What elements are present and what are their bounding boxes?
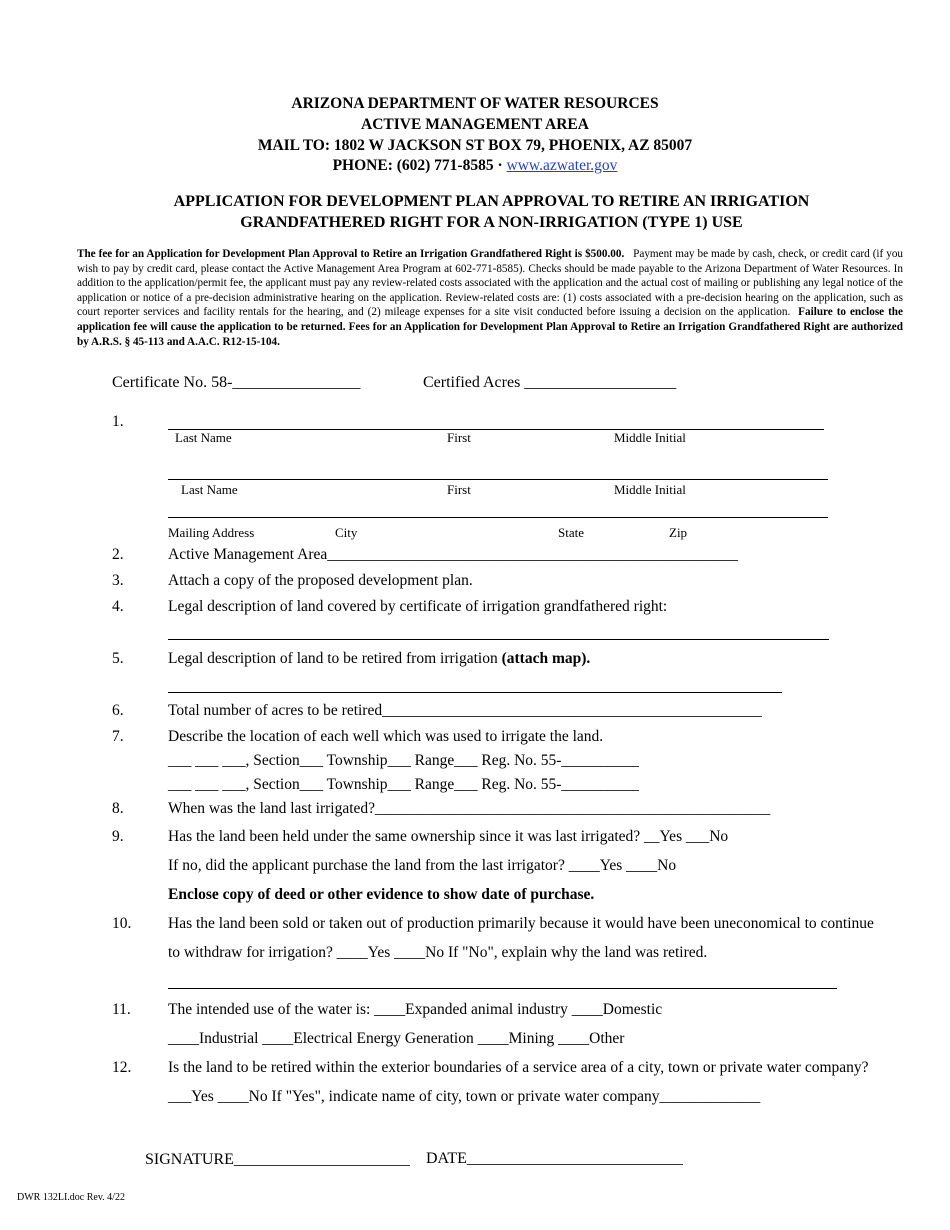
form-title-line-2: GRANDFATHERED RIGHT FOR A NON-IRRIGATION (TYPE 1) USE	[240, 214, 743, 231]
middle-initial-label-2: Middle Initial	[614, 482, 686, 497]
q7-well-1[interactable]: ___ ___ ___, Section___ Township___ Range___ Reg. No. 55-__________	[168, 752, 639, 769]
q7-well-2[interactable]: ___ ___ ___, Section___ Township___ Range___ Reg. No. 55-__________	[168, 776, 639, 793]
q7-number: 7.	[112, 728, 124, 745]
mailing-address-label: Mailing Address	[168, 525, 255, 540]
phone: PHONE: (602) 771-8585 ·	[332, 157, 507, 174]
fee-outro: Failure to enclose the application fee will cause the application to be returned. Fees for an Application for Development Plan Approval to Retire an Irrigation Grandfathered Right are authorized by A.R.S. § 45-113 and A.A.C. R12-15-104.	[77, 306, 903, 348]
q8-number: 8.	[112, 800, 124, 817]
q3-number: 3.	[112, 572, 124, 589]
q2-number: 2.	[112, 546, 124, 563]
q10-text: Has the land been sold or taken out of production primarily because it would have been uneconomical to continue	[168, 915, 874, 932]
q9-enclose-deed: Enclose copy of deed or other evidence to show date of purchase.	[168, 886, 595, 903]
date-field[interactable]: DATE___________________________	[426, 1150, 683, 1167]
agency-name: ARIZONA DEPARTMENT OF WATER RESOURCES	[291, 95, 659, 112]
state-label: State	[558, 525, 584, 540]
area-name: ACTIVE MANAGEMENT AREA	[361, 116, 589, 133]
q10-answer[interactable]: to withdraw for irrigation? ____Yes ____No If "No", explain why the land was retired.	[168, 944, 708, 961]
q12-text: Is the land to be retired within the exterior boundaries of a service area of a city, town or private water company?	[168, 1059, 869, 1076]
website-link[interactable]: www.azwater.gov	[506, 157, 618, 174]
q10-explain-line[interactable]	[168, 988, 837, 989]
fee-body: Payment may be made by cash, check, or credit card (if you wish to pay by credit card, please contact the Active Management Area Program at 602-771-8585). Checks should be made payable to the Arizona Department of Water Resources. In addition to the application/permit fee, the applicant must pay any review-related costs associated with the application and the actual cost of mailing or publishing any legal notice of the application or notice of a pre-decision administrative hearing on the application. Review-related costs are: (1) costs associated with a pre-decision hearing on the application, such as court reporter services and facility rentals for the hearing, and (2) mileage expenses for a site visit conducted before issuing a decision on the application.	[77, 248, 904, 319]
q12-number: 12.	[112, 1059, 132, 1076]
middle-initial-label-1: Middle Initial	[614, 430, 686, 445]
certified-acres-field[interactable]: Certified Acres ___________________	[423, 374, 677, 391]
mailing-address-line[interactable]	[168, 517, 828, 518]
last-name-label-1: Last Name	[175, 430, 232, 445]
signature-field[interactable]: SIGNATURE______________________	[145, 1151, 410, 1168]
q6-number: 6.	[112, 702, 124, 719]
zip-label: Zip	[669, 525, 688, 540]
q4-text: Legal description of land covered by certificate of irrigation grandfathered right:	[168, 598, 668, 615]
applicant-name-line-1[interactable]	[168, 429, 824, 430]
last-name-label-2: Last Name	[181, 482, 238, 497]
q5-text	[168, 650, 590, 668]
q9-number: 9.	[112, 828, 124, 845]
q5-label: Legal description of land to be retired from irrigation	[168, 650, 502, 667]
footer-form-id: DWR 132LI.doc Rev. 4/22	[17, 1192, 125, 1203]
q11-intended-use-b[interactable]: ____Industrial ____Electrical Energy Generation ____Mining ____Other	[168, 1030, 625, 1047]
certificate-number-field[interactable]: Certificate No. 58-________________	[112, 374, 361, 391]
q5-answer-line[interactable]	[168, 692, 782, 693]
q9-purchase[interactable]: If no, did the applicant purchase the land from the last irrigator? ____Yes ____No	[168, 857, 677, 874]
q4-answer-line[interactable]	[168, 639, 829, 640]
q11-intended-use[interactable]: The intended use of the water is: ____Expanded animal industry ____Domestic	[168, 1001, 663, 1018]
q11-number: 11.	[112, 1001, 131, 1018]
first-name-label-2: First	[447, 482, 471, 497]
mail-address: MAIL TO: 1802 W JACKSON ST BOX 79, PHOENIX, AZ 85007	[257, 137, 693, 154]
q5-attach-map: (attach map).	[501, 650, 591, 667]
phone-line	[0, 157, 950, 175]
q1-number: 1.	[112, 413, 124, 430]
q7-text: Describe the location of each well which was used to irrigate the land.	[168, 728, 604, 745]
q6-total-acres[interactable]: Total number of acres to be retired_________________________________________________	[168, 702, 762, 719]
q3-text: Attach a copy of the proposed development plan.	[168, 572, 473, 589]
city-label: City	[335, 525, 358, 540]
applicant-name-line-2[interactable]	[168, 479, 828, 480]
q4-number: 4.	[112, 598, 124, 615]
fee-intro: The fee for an Application for Development Plan Approval to Retire an Irrigation Grandfathered Right is $500.00.	[77, 248, 625, 260]
q12-answer[interactable]: ___Yes ____No If "Yes", indicate name of city, town or private water company_____________	[168, 1088, 761, 1105]
q2-active-management-area[interactable]: Active Management Area_____________________________________________________	[168, 546, 738, 563]
form-title-line-1: APPLICATION FOR DEVELOPMENT PLAN APPROVAL TO RETIRE AN IRRIGATION	[173, 193, 810, 210]
first-name-label-1: First	[447, 430, 471, 445]
q9-same-ownership[interactable]: Has the land been held under the same ownership since it was last irrigated? __Yes ___No	[168, 828, 729, 845]
fee-paragraph	[77, 247, 903, 349]
q5-number: 5.	[112, 650, 124, 667]
q10-number: 10.	[112, 915, 132, 932]
q8-last-irrigated[interactable]: When was the land last irrigated?___________________________________________________	[168, 800, 771, 817]
